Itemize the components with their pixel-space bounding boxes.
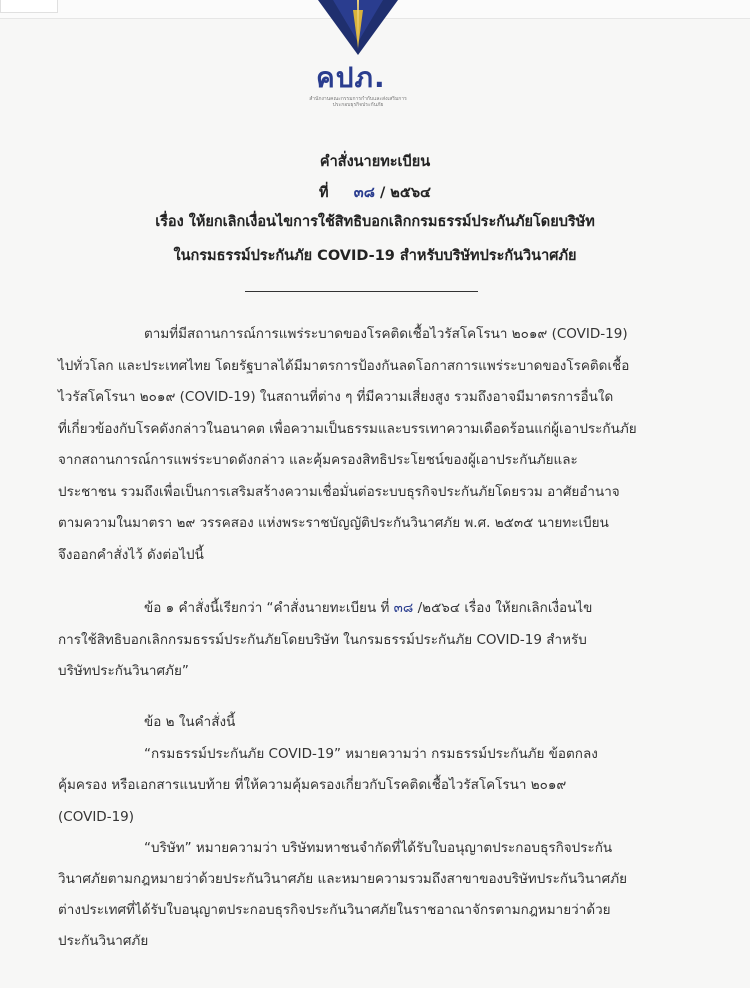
- clause-1: [58, 593, 592, 688]
- clause2-heading: ข้อ ๒ ในคำสั่งนี้: [144, 714, 236, 730]
- definition-company: [58, 833, 627, 957]
- text-line: ประชาชน รวมถึงเพื่อเป็นการเสริมสร้างความเชื่อมั่นต่อระบบธุรกิจประกันภัยโดยรวม อาศัยอำนาจ: [58, 483, 620, 500]
- text-line: ไวรัสโคโรนา ๒๐๑๙ (COVID-19) ในสถานที่ต่าง ๆ ที่มีความเสี่ยงสูง รวมถึงอาจมีมาตรการอื่นใด: [58, 389, 614, 405]
- diamond-emblem-icon: [313, 0, 403, 58]
- text-line: วินาศภัยตามกฎหมายว่าด้วยประกันวินาศภัย และหมายความรวมถึงสาขาของบริษัทประกันวินาศภัย: [58, 871, 628, 887]
- order-number: ๓๘: [353, 185, 375, 201]
- order-prefix: ที่: [318, 185, 329, 201]
- text-line: ต่างประเทศที่ได้รับใบอนุญาตประกอบธุรกิจประกันวินาศภัยในราชอาณาจักรตามกฎหมายว่าด้วย: [58, 902, 611, 918]
- text-line: “บริษัท” หมายความว่า บริษัทมหาชนจำกัดที่ได้รับใบอนุญาตประกอบธุรกิจประกัน: [144, 840, 613, 856]
- text-line: ที่เกี่ยวข้องกับโรคดังกล่าวในอนาคต เพื่อความเป็นธรรมและบรรเทาความเดือดร้อนแก่ผู้เอาประกันภัย: [58, 420, 637, 437]
- text-line: ประกันวินาศภัย: [58, 933, 149, 949]
- text-line: การใช้สิทธิบอกเลิกกรมธรรม์ประกันภัยโดยบริษัท ในกรมธรรม์ประกันภัย COVID-19 สำหรับ: [58, 631, 587, 648]
- clause-2: [58, 707, 598, 833]
- text-line: บริษัทประกันวินาศภัย”: [58, 663, 189, 679]
- order-title: คำสั่งนายทะเบียน: [319, 154, 431, 170]
- clause1-end: /๒๕๖๔ เรื่อง ให้ยกเลิกเงื่อนไข: [413, 600, 593, 616]
- clause1-start: ข้อ ๑ คำสั่งนี้เรียกว่า “คำสั่งนายทะเบียน ที่: [144, 600, 394, 616]
- text-line: จึงออกคำสั่งไว้ ดังต่อไปนี้: [58, 546, 204, 563]
- text-line: คุ้มครอง หรือเอกสารแนบท้าย ที่ให้ความคุ้มครองเกี่ยวกับโรคติดเชื้อไวรัสโคโรนา ๒๐๑๙: [58, 777, 567, 793]
- text-line: ตามความในมาตรา ๒๙ วรรคสอง แห่งพระราชบัญญัติประกันวินาศภัย พ.ศ. ๒๕๓๕ นายทะเบียน: [58, 515, 609, 531]
- text-line: [58, 593, 592, 625]
- subject-line-2: ในกรมธรรม์ประกันภัย COVID-19 สำหรับบริษัทประกันวินาศภัย: [173, 248, 577, 264]
- logo-brand: คปภ.: [316, 61, 386, 94]
- title-divider: [245, 291, 478, 292]
- text-line: ตามที่มีสถานการณ์การแพร่ระบาดของโรคติดเชื้อไวรัสโคโรนา ๒๐๑๙ (COVID-19): [144, 326, 628, 342]
- tab-stub: [0, 0, 58, 13]
- subject-line-1: เรื่อง ให้ยกเลิกเงื่อนไขการใช้สิทธิบอกเลิกกรมธรรม์ประกันภัยโดยบริษัท: [155, 214, 595, 230]
- order-year: / ๒๕๖๔: [379, 185, 432, 201]
- logo-subtitle: สำนักงานคณะกรรมการกำกับและส่งเสริมการประกอบธุรกิจประกันภัย: [309, 96, 407, 108]
- text-line: จากสถานการณ์การแพร่ระบาดดังกล่าว และคุ้มครองสิทธิประโยชน์ของผู้เอาประกันภัยและ: [58, 452, 578, 468]
- preamble-paragraph: [58, 319, 637, 571]
- oic-logo: [308, 0, 408, 115]
- text-line: ไปทั่วโลก และประเทศไทย โดยรัฐบาลได้มีมาตรการป้องกันลดโอกาสการแพร่ระบาดของโรคติดเชื้อ: [58, 357, 630, 374]
- clause1-number: ๓๘: [393, 600, 414, 616]
- order-number-line: [0, 181, 750, 204]
- text-line: (COVID-19): [58, 808, 135, 825]
- text-line: “กรมธรรม์ประกันภัย COVID-19” หมายความว่า กรมธรรม์ประกันภัย ข้อตกลง: [144, 745, 598, 762]
